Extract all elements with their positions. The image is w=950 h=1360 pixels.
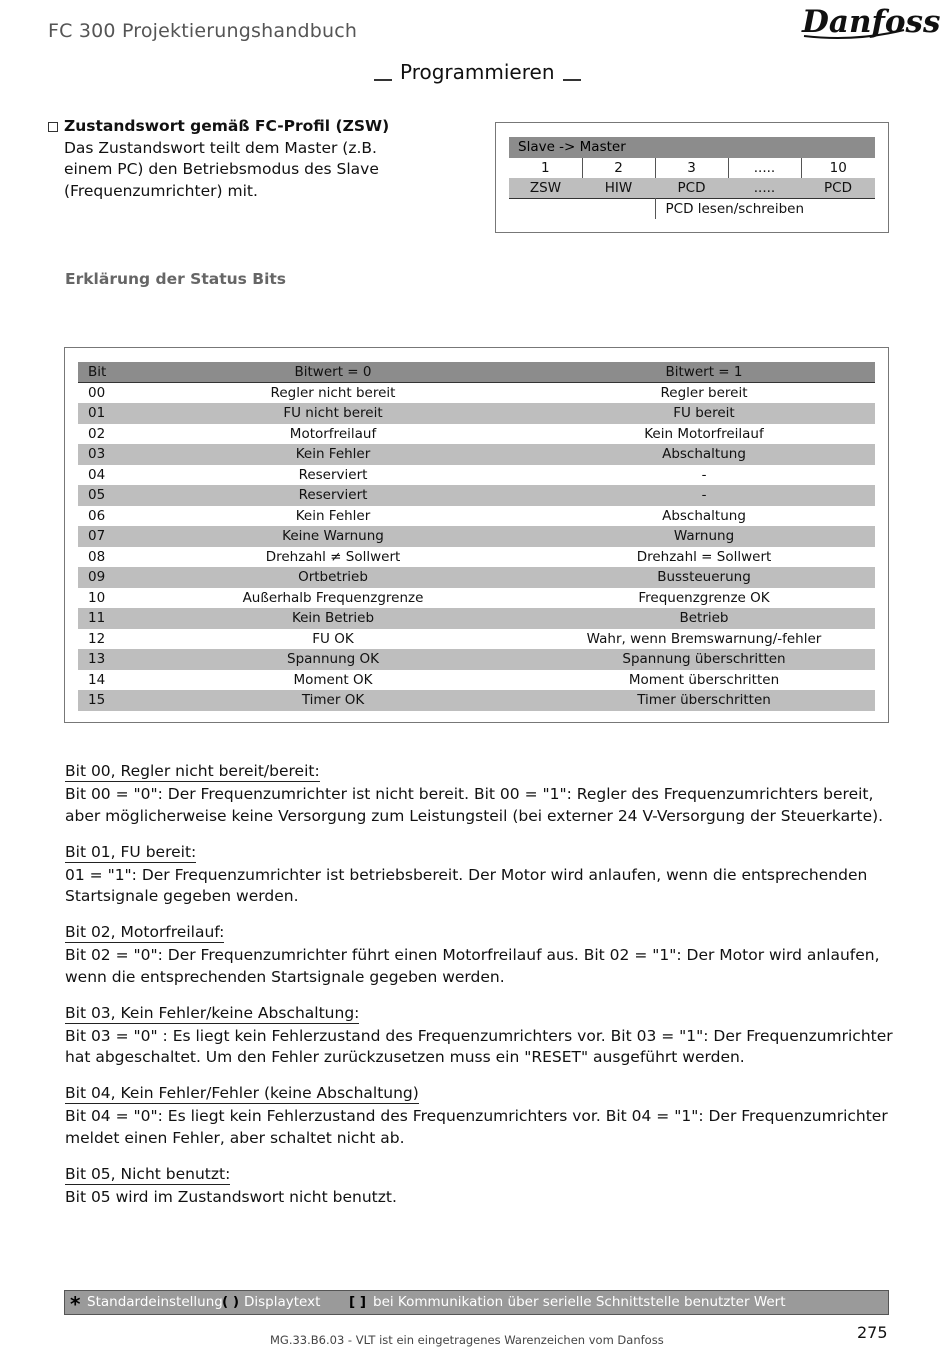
table-row (78, 424, 875, 445)
page-number: 275 (857, 1323, 888, 1342)
danfoss-logo-text: Danfoss (802, 4, 941, 40)
legend-display-text: Displaytext (244, 1294, 321, 1310)
bit-number: 03 (78, 444, 128, 465)
bit-description-title: Bit 05, Nicht benutzt: (65, 1164, 231, 1183)
slave-master-note-row (509, 199, 875, 220)
bitwert-0-cell: Keine Warnung (128, 526, 583, 547)
slave-master-box (495, 122, 889, 233)
bitwert-0-cell: Ortbetrieb (128, 567, 583, 588)
bitwert-1-cell: Abschaltung (583, 444, 875, 465)
slave-master-number-row (509, 158, 875, 179)
bit-number: 06 (88, 507, 106, 524)
table-row (78, 649, 875, 670)
default-star-icon: * (70, 1292, 81, 1316)
legend-paren-symbol: ( ) (222, 1294, 240, 1310)
bit-number: 12 (88, 630, 106, 647)
bit-description-title: Bit 01, FU bereit: (65, 842, 197, 861)
bitwert-0-cell: Timer OK (128, 690, 583, 711)
status-bits-box (64, 347, 889, 723)
slave-master-name: ..... (728, 178, 801, 199)
legend-default-text: Standardeinstellung (87, 1294, 223, 1310)
danfoss-logo (800, 4, 941, 44)
intro-text: Das Zustandswort teilt dem Master (z.B. einem PC) den Betriebsmodus des Slave (Frequenzumrichter) mit. (64, 138, 379, 200)
bitwert-0-cell: FU OK (312, 630, 354, 647)
table-row (78, 670, 875, 691)
column-header-bitwert-0: Bitwert = 0 (128, 362, 583, 383)
bit-description (65, 922, 895, 988)
bitwert-0-cell: Spannung OK (128, 649, 583, 670)
bitwert-1-cell: Timer überschritten (583, 690, 875, 711)
table-row (78, 403, 875, 424)
slave-master-header: Slave -> Master (509, 137, 875, 158)
table-row (78, 608, 875, 629)
slave-master-number: 3 (655, 158, 728, 179)
bitwert-1-cell: FU bereit (583, 403, 875, 424)
slave-master-name: PCD (655, 178, 728, 199)
bitwert-0-cell: Regler nicht bereit (270, 385, 396, 401)
footer-note: MG.33.B6.03 - VLT ist ein eingetragenes Warenzeichen vom Danfoss (270, 1333, 664, 1347)
bit-description (65, 1003, 895, 1069)
table-row (78, 690, 875, 711)
bit-number: 02 (88, 425, 106, 442)
legend-bar (64, 1290, 889, 1315)
slave-master-number: 10 (829, 159, 847, 176)
table-row (78, 485, 875, 506)
bit-description-text: Bit 04 = "0": Es liegt kein Fehlerzustand des Frequenzumrichters vor. Bit 04 = "1": Der Frequenzumrichter meldet einen Fehler, aber schaltet nicht ab. (65, 1107, 888, 1147)
bitwert-1-cell: Drehzahl = Sollwert (636, 548, 772, 565)
bit-description-text: Bit 02 = "0": Der Frequenzumrichter führt einen Motorfreilauf aus. Bit 02 = "1": Der Motor wird anlaufen, wenn die entsprechenden Startsignale gegeben werden. (65, 946, 880, 986)
bitwert-0-cell: Außerhalb Frequenzgrenze (242, 589, 424, 606)
table-row (78, 444, 875, 465)
document-title: FC 300 Projektierungshandbuch (48, 20, 358, 42)
bit-number: 09 (78, 567, 128, 588)
slave-master-number: ..... (728, 158, 801, 179)
bit-description-title: Bit 04, Kein Fehler/Fehler (keine Abschaltung) (65, 1084, 419, 1102)
bitwert-1-cell: - (583, 485, 875, 506)
bit-number: 14 (88, 671, 106, 688)
bitwert-1-cell: Abschaltung (662, 507, 746, 524)
table-row (78, 567, 875, 588)
bit-number: 13 (78, 649, 128, 670)
bitwert-0-cell: Reserviert (128, 485, 583, 506)
table-row (78, 526, 875, 547)
slave-master-number: 2 (582, 158, 655, 179)
bitwert-1-cell: Regler bereit (660, 385, 748, 401)
slave-master-table (509, 137, 875, 219)
bit-description-text: Bit 00 = "0": Der Frequenzumrichter ist nicht bereit. Bit 00 = "1": Regler des Frequenzumrichters bereit, aber möglicherweise keine Versorgung zum Leistungsteil (bei externer 24 V-Versorgung der Steuerkarte). (65, 785, 884, 825)
bitwert-0-cell: Kein Fehler (128, 444, 583, 465)
slave-master-number: 1 (509, 158, 582, 179)
table-row (78, 588, 875, 609)
bit-description (65, 761, 895, 827)
bit-number: 11 (78, 608, 128, 629)
bitwert-0-cell: Kein Betrieb (128, 608, 583, 629)
bitwert-1-cell: - (701, 466, 707, 483)
bitwert-1-cell: Wahr, wenn Bremswarnung/-fehler (586, 630, 822, 647)
bit-description-text: Bit 05 wird im Zustandswort nicht benutzt. (65, 1187, 397, 1206)
table-row (78, 506, 875, 527)
bitwert-1-cell: Frequenzgrenze OK (638, 589, 770, 606)
bit-number: 01 (78, 403, 128, 424)
bit-description-text: 01 = "1": Der Frequenzumrichter ist betriebsbereit. Der Motor wird anlaufen, wenn die entsprechenden Startsignale gegeben werden. (65, 865, 868, 905)
status-table-header-row (78, 362, 875, 383)
section-header (366, 60, 589, 84)
square-bullet-icon (48, 122, 58, 132)
bit-number: 08 (88, 548, 106, 565)
bitwert-1-cell: Betrieb (583, 608, 875, 629)
bitwert-0-cell: Motorfreilauf (289, 425, 377, 442)
intro-title: Zustandswort gemäß FC-Profil (ZSW) (64, 117, 390, 135)
bit-number: 04 (88, 466, 106, 483)
status-bits-title: Erklärung der Status Bits (65, 270, 287, 288)
bit-description-title: Bit 02, Motorfreilauf: (65, 923, 225, 941)
bit-number: 05 (78, 485, 128, 506)
legend-bracket-symbol: [ ] (349, 1294, 367, 1310)
bit-description-title: Bit 03, Kein Fehler/keine Abschaltung: (65, 1003, 360, 1022)
slave-master-name: PCD (801, 178, 875, 199)
header-dash-right (563, 79, 581, 81)
slave-master-name-row (509, 178, 875, 199)
legend-serial-text: bei Kommunikation über serielle Schnittstelle benutzter Wert (373, 1294, 786, 1310)
bitwert-0-cell: Drehzahl ≠ Sollwert (265, 548, 401, 565)
bitwert-0-cell: Moment OK (293, 671, 373, 688)
table-row (78, 629, 875, 650)
bitwert-0-cell: Kein Fehler (295, 507, 371, 524)
pcd-note: PCD lesen/schreiben (655, 199, 875, 220)
table-row (78, 383, 875, 404)
bit-number: 15 (78, 690, 128, 711)
bit-description (65, 1164, 895, 1209)
slave-master-name: HIW (582, 178, 655, 199)
bitwert-1-cell: Warnung (583, 526, 875, 547)
bitwert-0-cell: Reserviert (298, 466, 368, 483)
table-row (78, 547, 875, 568)
bit-number: 10 (88, 589, 106, 606)
bitwert-1-cell: Kein Motorfreilauf (644, 425, 764, 442)
bitwert-1-cell: Spannung überschritten (583, 649, 875, 670)
bit-descriptions (65, 761, 895, 1223)
bit-description-text: Bit 03 = "0" : Es liegt kein Fehlerzustand des Frequenzumrichters vor. Bit 03 = "1": Der Frequenzumrichter hat abgeschaltet. Um den Fehler zurückzusetzen muss ein "RESET" ausgeführt werden. (65, 1026, 893, 1066)
section-title: Programmieren (400, 60, 555, 84)
status-bits-table (78, 362, 875, 711)
slave-master-header-row (509, 137, 875, 158)
bit-description (65, 842, 895, 908)
column-header-bit: Bit (78, 362, 128, 383)
table-row (78, 465, 875, 486)
column-header-bitwert-1: Bitwert = 1 (583, 362, 875, 383)
bitwert-1-cell: Moment überschritten (628, 671, 780, 688)
bit-number: 00 (88, 385, 106, 401)
bitwert-1-cell: Bussteuerung (583, 567, 875, 588)
bit-number: 07 (78, 526, 128, 547)
bit-description (65, 1083, 895, 1149)
intro-block (48, 116, 393, 202)
bitwert-0-cell: FU nicht bereit (128, 403, 583, 424)
slave-master-name: ZSW (509, 178, 582, 199)
header-dash-left (374, 79, 392, 81)
bit-description-title: Bit 00, Regler nicht bereit/bereit: (65, 762, 320, 780)
